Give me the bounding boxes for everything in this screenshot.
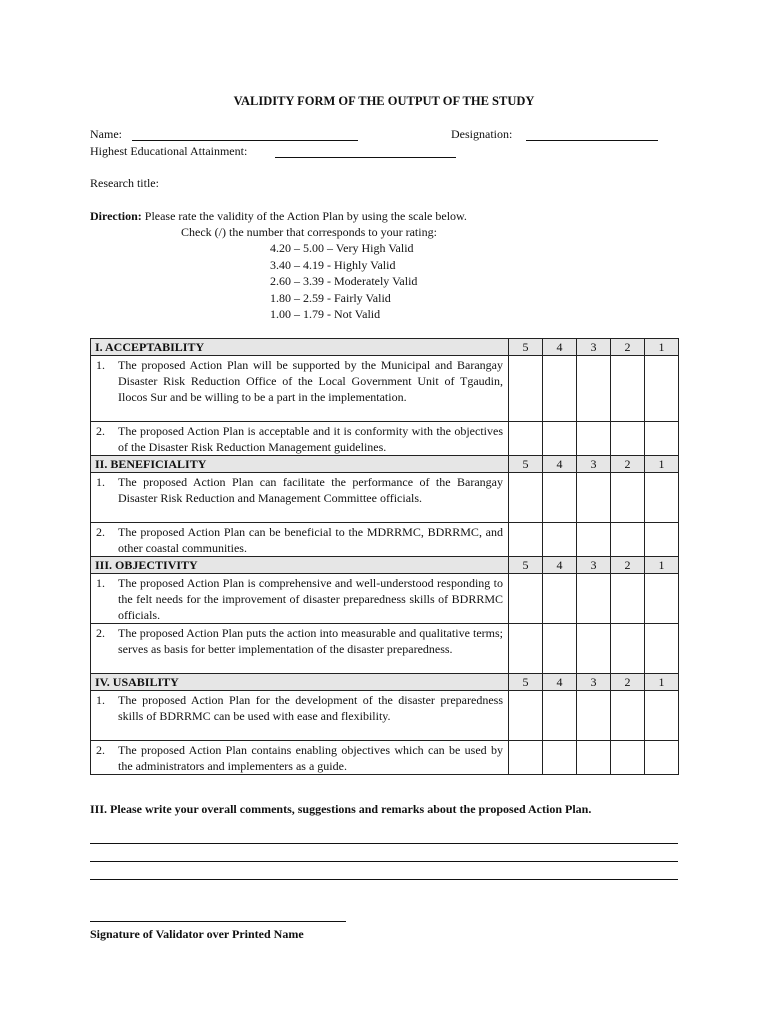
rating-cell[interactable] [543, 473, 577, 523]
designation-label: Designation: [451, 127, 513, 141]
section-title: IV. USABILITY [91, 674, 509, 691]
check-instruction: Check (/) the number that corresponds to your rating: [181, 225, 437, 239]
criterion-row [91, 356, 679, 422]
rating-header: 5 [509, 674, 543, 691]
criterion-number: 1. [96, 358, 105, 372]
rating-cell[interactable] [509, 741, 543, 775]
rating-cell[interactable] [509, 422, 543, 456]
rating-cell[interactable] [543, 574, 577, 624]
signature-label: Signature of Validator over Printed Name [90, 927, 304, 941]
criterion-number: 2. [96, 626, 105, 640]
rating-cell[interactable] [611, 356, 645, 422]
rating-cell[interactable] [543, 523, 577, 557]
rating-header: 2 [611, 674, 645, 691]
criterion-text: The proposed Action Plan is acceptable and it is conformity with the objectives of the Disaster Risk Reduction Management guidelines. [118, 424, 503, 454]
education-label: Highest Educational Attainment: [90, 144, 248, 158]
rating-cell[interactable] [645, 523, 679, 557]
rating-cell[interactable] [611, 473, 645, 523]
criterion-cell [91, 574, 509, 624]
criterion-text: The proposed Action Plan will be supported by the Municipal and Barangay Disaster Risk Reduction Office of the Local Government Unit of Tgaudin, Ilocos Sur and be willing to be a part in the implementation. [118, 358, 503, 404]
rating-header: 3 [577, 674, 611, 691]
criterion-text: The proposed Action Plan is comprehensive and well-understood responding to the felt needs for the improvement of disaster preparedness skills of BDRRMC officials. [118, 576, 503, 622]
criterion-number: 1. [96, 576, 105, 590]
rating-cell[interactable] [645, 473, 679, 523]
rating-header: 4 [543, 557, 577, 574]
rating-cell[interactable] [611, 624, 645, 674]
rating-cell[interactable] [543, 422, 577, 456]
comments-line[interactable] [90, 843, 678, 844]
criterion-text: The proposed Action Plan puts the action into measurable and qualitative terms; serves as basis for better implementation of the disaster preparedness. [118, 626, 503, 656]
rating-header: 2 [611, 456, 645, 473]
rating-cell[interactable] [543, 741, 577, 775]
rating-header: 4 [543, 674, 577, 691]
comments-prompt: III. Please write your overall comments, suggestions and remarks about the proposed Action Plan. [90, 802, 592, 816]
criterion-row [91, 523, 679, 557]
rating-cell[interactable] [509, 523, 543, 557]
rating-cell[interactable] [577, 422, 611, 456]
criterion-text: The proposed Action Plan can facilitate the performance of the Barangay Disaster Risk Reduction and Management Committee officials. [118, 475, 503, 505]
rating-cell[interactable] [645, 422, 679, 456]
rating-header: 1 [645, 339, 679, 356]
direction-label: Direction: [90, 209, 142, 223]
rating-header: 5 [509, 557, 543, 574]
rating-table [90, 338, 679, 775]
rating-cell[interactable] [611, 422, 645, 456]
rating-cell[interactable] [509, 473, 543, 523]
research-title-label: Research title: [90, 176, 159, 190]
criterion-text: The proposed Action Plan contains enabling objectives which can be used by the administrators and implementers as a guide. [118, 743, 503, 773]
rating-cell[interactable] [611, 523, 645, 557]
form-title: VALIDITY FORM OF THE OUTPUT OF THE STUDY [233, 94, 535, 108]
rating-cell[interactable] [509, 356, 543, 422]
rating-cell[interactable] [577, 691, 611, 741]
rating-cell[interactable] [645, 691, 679, 741]
rating-cell[interactable] [645, 356, 679, 422]
comments-line[interactable] [90, 879, 678, 880]
rating-cell[interactable] [645, 624, 679, 674]
rating-header: 2 [611, 339, 645, 356]
rating-cell[interactable] [645, 741, 679, 775]
section-header-row [91, 674, 679, 691]
rating-header: 5 [509, 456, 543, 473]
criterion-row [91, 473, 679, 523]
rating-cell[interactable] [543, 691, 577, 741]
rating-cell[interactable] [543, 356, 577, 422]
rating-header: 1 [645, 456, 679, 473]
section-title: I. ACCEPTABILITY [91, 339, 509, 356]
rating-header: 4 [543, 456, 577, 473]
criterion-row [91, 624, 679, 674]
criterion-number: 2. [96, 525, 105, 539]
rating-header: 3 [577, 557, 611, 574]
name-label: Name: [90, 127, 122, 141]
rating-cell[interactable] [611, 691, 645, 741]
section-title: III. OBJECTIVITY [91, 557, 509, 574]
comments-line[interactable] [90, 861, 678, 862]
criterion-text: The proposed Action Plan can be beneficial to the MDRRMC, BDRRMC, and other coastal communities. [118, 525, 503, 555]
signature-line[interactable] [90, 921, 346, 922]
section-header-row [91, 456, 679, 473]
criterion-number: 2. [96, 743, 105, 757]
rating-cell[interactable] [543, 624, 577, 674]
criterion-cell [91, 422, 509, 456]
direction-text: Please rate the validity of the Action Plan by using the scale below. [144, 209, 467, 223]
scale-item: 4.20 – 5.00 – Very High Valid [270, 241, 414, 255]
rating-cell[interactable] [509, 624, 543, 674]
rating-header: 3 [577, 456, 611, 473]
criterion-cell [91, 473, 509, 523]
education-field[interactable] [275, 157, 456, 158]
rating-cell[interactable] [611, 741, 645, 775]
direction-line [90, 208, 467, 224]
name-field[interactable] [132, 140, 358, 141]
scale-item: 3.40 – 4.19 - Highly Valid [270, 258, 396, 272]
rating-header: 1 [645, 557, 679, 574]
criterion-cell [91, 356, 509, 422]
designation-field[interactable] [526, 140, 658, 141]
section-header-row [91, 339, 679, 356]
criterion-cell [91, 523, 509, 557]
rating-header: 2 [611, 557, 645, 574]
scale-item: 1.00 – 1.79 - Not Valid [270, 307, 381, 321]
criterion-row [91, 741, 679, 775]
rating-cell[interactable] [577, 473, 611, 523]
scale-item: 2.60 – 3.39 - Moderately Valid [270, 274, 418, 288]
criterion-text: The proposed Action Plan for the development of the disaster preparedness skills of BDRRMC can be used with ease and flexibility. [118, 693, 503, 723]
criterion-cell [91, 624, 509, 674]
rating-header: 3 [577, 339, 611, 356]
rating-cell[interactable] [509, 574, 543, 624]
rating-cell[interactable] [577, 356, 611, 422]
rating-header: 4 [543, 339, 577, 356]
criterion-number: 1. [96, 475, 105, 489]
criterion-cell [91, 691, 509, 741]
criterion-cell [91, 741, 509, 775]
rating-cell[interactable] [577, 741, 611, 775]
rating-header: 1 [645, 674, 679, 691]
section-header-row [91, 557, 679, 574]
criterion-row [91, 422, 679, 456]
section-title: II. BENEFICIALITY [91, 456, 509, 473]
criterion-row [91, 691, 679, 741]
criterion-row [91, 574, 679, 624]
rating-header: 5 [509, 339, 543, 356]
scale-item: 1.80 – 2.59 - Fairly Valid [270, 291, 391, 305]
rating-cell[interactable] [577, 624, 611, 674]
rating-cell[interactable] [611, 574, 645, 624]
rating-cell[interactable] [645, 574, 679, 624]
rating-cell[interactable] [577, 523, 611, 557]
criterion-number: 1. [96, 693, 105, 707]
rating-cell[interactable] [509, 691, 543, 741]
rating-cell[interactable] [577, 574, 611, 624]
criterion-number: 2. [96, 424, 105, 438]
